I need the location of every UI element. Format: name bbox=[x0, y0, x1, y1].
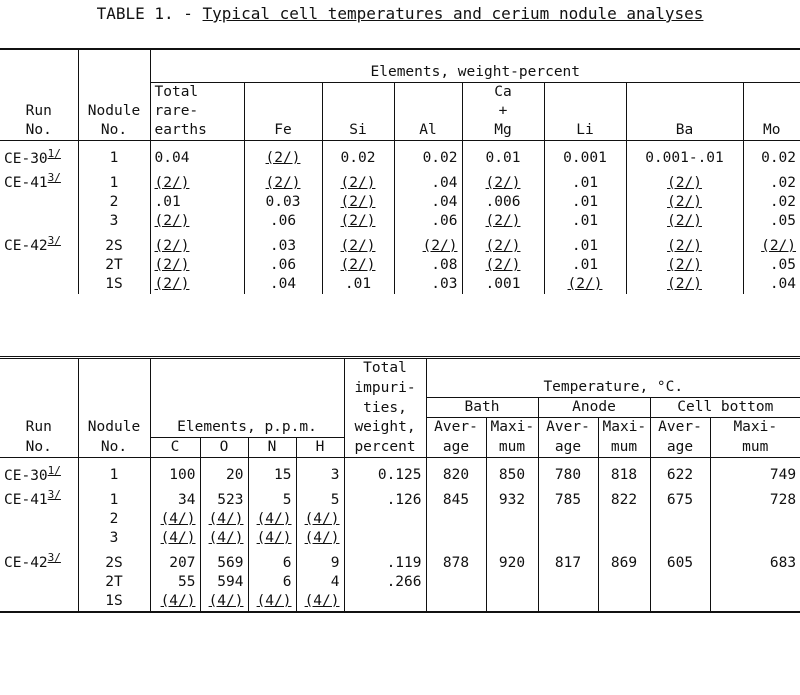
cell-n: (4/) bbox=[248, 510, 296, 529]
header-run-no-2: No. bbox=[0, 437, 78, 457]
cell-mo: .05 bbox=[743, 212, 800, 231]
cell-bath_avg: 820 bbox=[426, 457, 486, 485]
cell-rare: 0.04 bbox=[150, 140, 244, 168]
header-mo: Mo bbox=[743, 121, 800, 141]
cell-total bbox=[344, 510, 426, 529]
cell-cell_avg: 605 bbox=[650, 548, 710, 573]
cell-anode_max bbox=[598, 529, 650, 548]
cell-rare: (2/) bbox=[150, 212, 244, 231]
cell-rare: (2/) bbox=[150, 231, 244, 256]
cell-run bbox=[0, 212, 78, 231]
table-row bbox=[0, 275, 800, 294]
cell-anode_max: 822 bbox=[598, 485, 650, 510]
cell-h: (4/) bbox=[296, 529, 344, 548]
header-h: H bbox=[296, 437, 344, 457]
cell-cell_avg: 622 bbox=[650, 457, 710, 485]
cell-nodule: 2 bbox=[78, 193, 150, 212]
cell-li: (2/) bbox=[544, 275, 626, 294]
cell-n: (4/) bbox=[248, 592, 296, 612]
cell-h: 5 bbox=[296, 485, 344, 510]
cell-si: (2/) bbox=[322, 256, 394, 275]
table-row bbox=[0, 193, 800, 212]
table-row bbox=[0, 548, 800, 573]
cell-cell_max: 728 bbox=[710, 485, 800, 510]
table2-body bbox=[0, 457, 800, 612]
table-row bbox=[0, 256, 800, 275]
cell-cell_max bbox=[710, 573, 800, 592]
cell-total bbox=[344, 592, 426, 612]
cell-c: (4/) bbox=[150, 529, 200, 548]
cell-n: 6 bbox=[248, 573, 296, 592]
cell-nodule: 2 bbox=[78, 510, 150, 529]
cell-total bbox=[344, 529, 426, 548]
cell-camg: 0.01 bbox=[462, 140, 544, 168]
cell-bath_max bbox=[486, 510, 538, 529]
cell-fe: .03 bbox=[244, 231, 322, 256]
group-header-anode: Anode bbox=[538, 398, 650, 418]
header-bath-average: age bbox=[426, 437, 486, 457]
cell-camg: (2/) bbox=[462, 212, 544, 231]
cell-al: .04 bbox=[394, 168, 462, 193]
cell-nodule: 1 bbox=[78, 457, 150, 485]
cell-nodule: 2T bbox=[78, 573, 150, 592]
cell-mo: (2/) bbox=[743, 231, 800, 256]
cell-si: .01 bbox=[322, 275, 394, 294]
cell-bath_avg bbox=[426, 573, 486, 592]
header-si: Si bbox=[322, 121, 394, 141]
cell-fe: (2/) bbox=[244, 168, 322, 193]
cell-fe: (2/) bbox=[244, 140, 322, 168]
cell-nodule: 1S bbox=[78, 592, 150, 612]
table-row bbox=[0, 168, 800, 193]
cell-n: 15 bbox=[248, 457, 296, 485]
group-header-weight-percent: Elements, weight-percent bbox=[150, 49, 800, 82]
cell-si: (2/) bbox=[322, 168, 394, 193]
cell-rare: (2/) bbox=[150, 256, 244, 275]
cell-al: .06 bbox=[394, 212, 462, 231]
table1-header: Elements, weight-percent Total Ca Run Nodule rare- + No. No. earths Fe Si Al Mg Li Ba Mo bbox=[0, 49, 800, 140]
cell-run: $CE-41^{3/}$ bbox=[4, 171, 61, 192]
cell-h: 4 bbox=[296, 573, 344, 592]
cell-bath_max: 850 bbox=[486, 457, 538, 485]
table-row bbox=[0, 212, 800, 231]
cell-al: .04 bbox=[394, 193, 462, 212]
weight-percent-table bbox=[0, 48, 800, 294]
cell-anode_max bbox=[598, 573, 650, 592]
cell-cell_avg bbox=[650, 592, 710, 612]
cell-li: .01 bbox=[544, 168, 626, 193]
caption-title: Typical cell temperatures and cerium nodule analyses bbox=[202, 4, 704, 23]
header-li: Li bbox=[544, 121, 626, 141]
cell-ba: (2/) bbox=[626, 275, 743, 294]
cell-cell_max bbox=[710, 592, 800, 612]
cell-li: .01 bbox=[544, 212, 626, 231]
cell-bath_avg: 878 bbox=[426, 548, 486, 573]
footnote-ref: 3/ bbox=[47, 488, 61, 502]
cell-cell_max bbox=[710, 510, 800, 529]
footnote-ref: 1/ bbox=[47, 146, 61, 160]
cell-h: 3 bbox=[296, 457, 344, 485]
header-anode-average: age bbox=[538, 437, 598, 457]
cell-mo: .02 bbox=[743, 193, 800, 212]
footnote-ref: 3/ bbox=[47, 551, 61, 565]
cell-anode_max: 869 bbox=[598, 548, 650, 573]
table-row bbox=[0, 592, 800, 612]
cell-n: 6 bbox=[248, 548, 296, 573]
cell-si: (2/) bbox=[322, 193, 394, 212]
header-c: C bbox=[150, 437, 200, 457]
cell-run bbox=[0, 256, 78, 275]
cell-si: 0.02 bbox=[322, 140, 394, 168]
header-cell-average: age bbox=[650, 437, 710, 457]
group-header-elements-ppm: Elements, p.p.m. bbox=[150, 418, 344, 438]
cell-al: .08 bbox=[394, 256, 462, 275]
cell-total: 0.125 bbox=[344, 457, 426, 485]
cell-rare: (2/) bbox=[150, 168, 244, 193]
cell-run bbox=[0, 573, 78, 592]
cell-run bbox=[0, 510, 78, 529]
cell-bath_max: 932 bbox=[486, 485, 538, 510]
cell-fe: .06 bbox=[244, 212, 322, 231]
cell-nodule: 3 bbox=[78, 529, 150, 548]
cell-cell_max bbox=[710, 529, 800, 548]
cell-mo: 0.02 bbox=[743, 140, 800, 168]
cell-anode_avg bbox=[538, 573, 598, 592]
cell-camg: .001 bbox=[462, 275, 544, 294]
cell-mo: .04 bbox=[743, 275, 800, 294]
cell-si: (2/) bbox=[322, 212, 394, 231]
footnote-ref: 3/ bbox=[47, 234, 61, 248]
header-fe: Fe bbox=[244, 121, 322, 141]
cell-run: $CE-42^{3/}$ bbox=[4, 234, 61, 254]
cell-n: (4/) bbox=[248, 529, 296, 548]
cell-run bbox=[0, 275, 78, 294]
cell-anode_avg bbox=[538, 510, 598, 529]
cell-cell_avg bbox=[650, 529, 710, 548]
header-anode-maximum: mum bbox=[598, 437, 650, 457]
cell-li: 0.001 bbox=[544, 140, 626, 168]
cell-camg: (2/) bbox=[462, 256, 544, 275]
cell-ba: (2/) bbox=[626, 256, 743, 275]
table2-header: Total impuri- Temperature, °C. ties, Bath Anode Cell bottom Run Nodule Elements, p.p.m. weight, Aver- Maxi- Aver- Maxi- Aver- Maxi- No. No. C O N H percent age mum age mum age mum bbox=[0, 358, 800, 458]
cell-o: (4/) bbox=[200, 529, 248, 548]
table1-body bbox=[0, 140, 800, 294]
caption-prefix: TABLE 1. - bbox=[96, 4, 203, 23]
table-row bbox=[0, 529, 800, 548]
cell-c: 100 bbox=[150, 457, 200, 485]
cell-total: .119 bbox=[344, 548, 426, 573]
cell-al: 0.02 bbox=[394, 140, 462, 168]
cell-bath_max: 920 bbox=[486, 548, 538, 573]
cell-bath_max bbox=[486, 592, 538, 612]
header-cell-maximum: mum bbox=[710, 437, 800, 457]
cell-fe: 0.03 bbox=[244, 193, 322, 212]
cell-h: 9 bbox=[296, 548, 344, 573]
cell-nodule: 1 bbox=[78, 485, 150, 510]
cell-o: (4/) bbox=[200, 592, 248, 612]
ppm-temperature-table bbox=[0, 356, 800, 613]
table-row bbox=[0, 457, 800, 485]
cell-anode_max bbox=[598, 510, 650, 529]
table-row bbox=[0, 510, 800, 529]
cell-o: 20 bbox=[200, 457, 248, 485]
cell-o: 594 bbox=[200, 573, 248, 592]
cell-fe: .06 bbox=[244, 256, 322, 275]
cell-anode_avg bbox=[538, 592, 598, 612]
cell-run: $CE-41^{3/}$ bbox=[4, 488, 61, 509]
cell-c: (4/) bbox=[150, 592, 200, 612]
cell-anode_max: 818 bbox=[598, 457, 650, 485]
cell-ba: (2/) bbox=[626, 231, 743, 256]
cell-fe: .04 bbox=[244, 275, 322, 294]
cell-run bbox=[0, 592, 78, 612]
group-header-temperature: Temperature, °C. bbox=[426, 378, 800, 398]
cell-o: (4/) bbox=[200, 510, 248, 529]
header-nodule-no: No. bbox=[78, 121, 150, 141]
cell-si: (2/) bbox=[322, 231, 394, 256]
header-ca-mg: Mg bbox=[462, 121, 544, 141]
cell-al: (2/) bbox=[394, 231, 462, 256]
table-row bbox=[0, 573, 800, 592]
cell-ba: (2/) bbox=[626, 212, 743, 231]
cell-camg: .006 bbox=[462, 193, 544, 212]
cell-h: (4/) bbox=[296, 510, 344, 529]
cell-o: 569 bbox=[200, 548, 248, 573]
cell-bath_avg bbox=[426, 510, 486, 529]
table-row bbox=[0, 140, 800, 168]
cell-rare: .01 bbox=[150, 193, 244, 212]
footnote-ref: 3/ bbox=[47, 171, 61, 185]
cell-bath_avg bbox=[426, 592, 486, 612]
header-run-no: No. bbox=[0, 121, 78, 141]
cell-n: 5 bbox=[248, 485, 296, 510]
cell-cell_avg bbox=[650, 510, 710, 529]
cell-nodule: 3 bbox=[78, 212, 150, 231]
cell-ba: (2/) bbox=[626, 168, 743, 193]
cell-run bbox=[0, 193, 78, 212]
header-total-impurities: percent bbox=[344, 437, 426, 457]
header-rare-earths: earths bbox=[150, 121, 244, 141]
cell-li: .01 bbox=[544, 231, 626, 256]
cell-c: 207 bbox=[150, 548, 200, 573]
cell-nodule: 2S bbox=[78, 231, 150, 256]
cell-al: .03 bbox=[394, 275, 462, 294]
cell-nodule: 2T bbox=[78, 256, 150, 275]
cell-mo: .05 bbox=[743, 256, 800, 275]
cell-li: .01 bbox=[544, 256, 626, 275]
cell-nodule: 1 bbox=[78, 140, 150, 168]
cell-c: 55 bbox=[150, 573, 200, 592]
cell-bath_max bbox=[486, 529, 538, 548]
cell-cell_avg bbox=[650, 573, 710, 592]
header-nodule-no-2: No. bbox=[78, 437, 150, 457]
cell-h: (4/) bbox=[296, 592, 344, 612]
cell-bath_max bbox=[486, 573, 538, 592]
cell-cell_max: 749 bbox=[710, 457, 800, 485]
footnote-ref: 1/ bbox=[47, 463, 61, 477]
cell-anode_avg: 785 bbox=[538, 485, 598, 510]
cell-ba: 0.001-.01 bbox=[626, 140, 743, 168]
header-o: O bbox=[200, 437, 248, 457]
cell-run: $CE-42^{3/}$ bbox=[4, 551, 61, 571]
header-al: Al bbox=[394, 121, 462, 141]
cell-c: (4/) bbox=[150, 510, 200, 529]
table-row bbox=[0, 485, 800, 510]
cell-anode_avg: 780 bbox=[538, 457, 598, 485]
cell-anode_max bbox=[598, 592, 650, 612]
cell-o: 523 bbox=[200, 485, 248, 510]
cell-total: .266 bbox=[344, 573, 426, 592]
cell-ba: (2/) bbox=[626, 193, 743, 212]
cell-anode_avg bbox=[538, 529, 598, 548]
cell-camg: (2/) bbox=[462, 168, 544, 193]
cell-nodule: 2S bbox=[78, 548, 150, 573]
cell-anode_avg: 817 bbox=[538, 548, 598, 573]
cell-rare: (2/) bbox=[150, 275, 244, 294]
group-header-bath: Bath bbox=[426, 398, 538, 418]
cell-run bbox=[0, 529, 78, 548]
cell-run: $CE-30^{1/}$ bbox=[4, 463, 61, 484]
cell-nodule: 1S bbox=[78, 275, 150, 294]
header-n: N bbox=[248, 437, 296, 457]
cell-camg: (2/) bbox=[462, 231, 544, 256]
cell-li: .01 bbox=[544, 193, 626, 212]
cell-bath_avg: 845 bbox=[426, 485, 486, 510]
table-row bbox=[0, 231, 800, 256]
header-bath-maximum: mum bbox=[486, 437, 538, 457]
cell-cell_avg: 675 bbox=[650, 485, 710, 510]
cell-run: $CE-30^{1/}$ bbox=[4, 146, 61, 167]
header-ba: Ba bbox=[626, 121, 743, 141]
cell-mo: .02 bbox=[743, 168, 800, 193]
cell-bath_avg bbox=[426, 529, 486, 548]
cell-total: .126 bbox=[344, 485, 426, 510]
cell-c: 34 bbox=[150, 485, 200, 510]
group-header-cell-bottom: Cell bottom bbox=[650, 398, 800, 418]
cell-cell_max: 683 bbox=[710, 548, 800, 573]
table-caption bbox=[0, 4, 800, 23]
cell-nodule: 1 bbox=[78, 168, 150, 193]
